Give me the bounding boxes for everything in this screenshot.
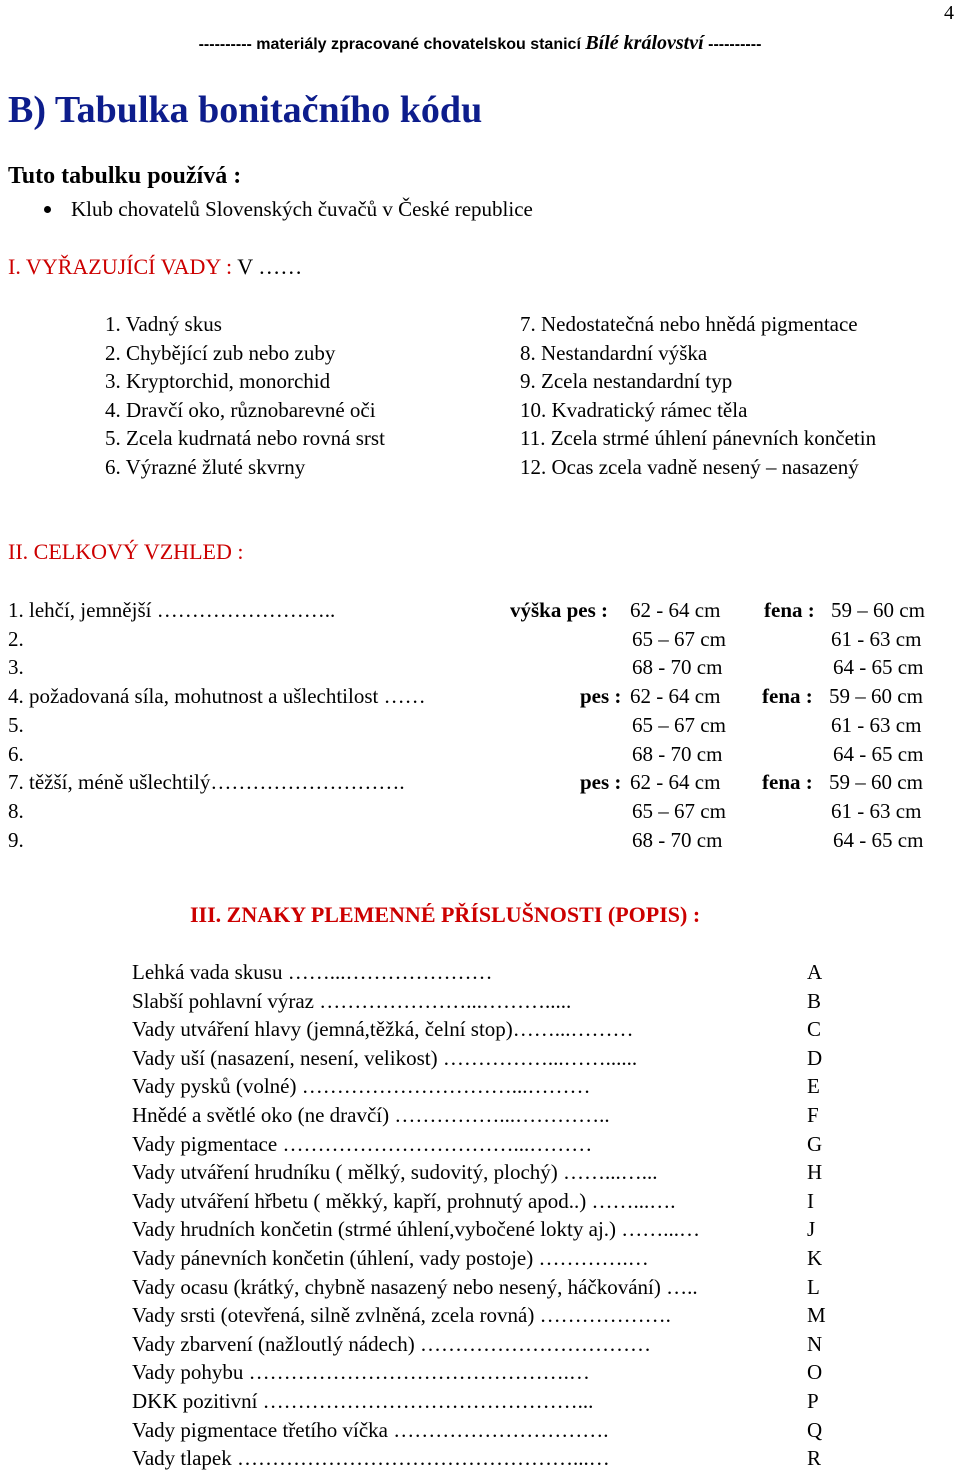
fena-label: fena : [762, 770, 813, 795]
trait-description: Vady utváření hrudníku ( mělký, sudovitý, plochý) ……...…... [132, 1160, 658, 1185]
section1-left-list [105, 310, 385, 482]
section2-heading: II. CELKOVÝ VZHLED : [8, 539, 244, 564]
trait-code: H [807, 1160, 823, 1185]
pes-label: výška pes : [510, 598, 609, 622]
trait-description: Vady uší (nasazení, nesení, velikost) ……………...……...... [132, 1045, 638, 1070]
section1-heading [8, 254, 302, 280]
trait-code: L [807, 1274, 820, 1299]
trait-code: C [807, 1017, 822, 1042]
pes-height: 62 - 64 cm [630, 684, 721, 709]
trait-code: O [807, 1360, 823, 1385]
list-item: 11. Zcela strmé úhlení pánevních končetin [520, 426, 877, 451]
list-item: 1. Vadný skus [105, 312, 222, 336]
used-by-item [44, 197, 533, 222]
list-item: 8. Nestandardní výška [520, 340, 708, 365]
fena-height: 61 - 63 cm [831, 712, 922, 737]
fena-height: 61 - 63 cm [831, 626, 922, 651]
section2-labels [8, 596, 426, 854]
trait-description: Lehká vada skusu ……...………………… [132, 960, 493, 984]
trait-description: Vady utváření hlavy (jemná,těžká, čelní stop)……...……… [132, 1017, 634, 1042]
section3-codes [807, 958, 826, 1473]
list-item: 4. Dravčí oko, různobarevné oči [105, 397, 376, 422]
size-row-label: 6. [8, 741, 24, 766]
size-row-label: 8. [8, 798, 24, 823]
fena-height: 64 - 65 cm [833, 655, 924, 680]
trait-code: B [807, 988, 822, 1013]
pes-height: 68 - 70 cm [632, 827, 723, 852]
list-item: 5. Zcela kudrnatá nebo rovná srst [105, 426, 385, 451]
header-suffix: ---------- [703, 36, 762, 53]
fena-height: 59 – 60 cm [829, 770, 923, 795]
subtitle: Tuto tabulku používá : [8, 163, 242, 189]
size-row-label: 5. [8, 712, 24, 737]
pes-label: pes : [580, 770, 622, 795]
trait-code: P [807, 1388, 819, 1413]
bullet-icon [44, 206, 51, 213]
used-by-text: Klub chovatelů Slovenských čuvačů v České republice [71, 197, 533, 221]
trait-code: G [807, 1131, 823, 1156]
trait-code: A [807, 960, 823, 984]
trait-description: Vady ocasu (krátký, chybně nasazený nebo nesený, háčkování) ….. [132, 1274, 698, 1299]
fena-height: 64 - 65 cm [833, 827, 924, 852]
size-row-label: 1. lehčí, jemnější …………………….. [8, 598, 336, 622]
trait-description: Vady utváření hřbetu ( měkký, kapří, prohnutý apod..) ……...…. [132, 1188, 676, 1213]
size-row-label: 3. [8, 655, 24, 680]
trait-code: M [807, 1303, 826, 1328]
pes-height: 65 – 67 cm [632, 798, 726, 823]
trait-code: I [807, 1188, 814, 1213]
list-item: 2. Chybějící zub nebo zuby [105, 340, 336, 365]
trait-description: Vady hrudních končetin (strmé úhlení,vybočené lokty aj.) ……...… [132, 1217, 701, 1242]
trait-description: Slabší pohlavní výraz …………………...………..... [132, 988, 572, 1013]
pes-height: 62 - 64 cm [630, 770, 721, 795]
trait-code: R [807, 1446, 822, 1471]
list-item: 7. Nedostatečná nebo hnědá pigmentace [520, 312, 858, 336]
list-item: 3. Kryptorchid, monorchid [105, 369, 331, 394]
fena-label: fena : [762, 684, 813, 709]
fena-height: 59 – 60 cm [829, 684, 923, 709]
pes-height: 65 – 67 cm [632, 712, 726, 737]
list-item: 9. Zcela nestandardní typ [520, 369, 733, 394]
trait-description: DKK pozitivní ………………………………………... [132, 1388, 594, 1413]
pes-height: 68 - 70 cm [632, 655, 723, 680]
trait-description: Vady pigmentace ……………………………...……… [132, 1131, 593, 1156]
section1-title: I. VYŘAZUJÍCÍ VADY : [8, 254, 233, 279]
trait-code: N [807, 1331, 823, 1356]
pes-height: 65 – 67 cm [632, 626, 726, 651]
pes-label: pes : [580, 684, 622, 709]
fena-height: 64 - 65 cm [833, 741, 924, 766]
list-item: 6. Výrazné žluté skvrny [105, 454, 306, 479]
section1-right-list [520, 310, 876, 482]
document-title: B) Tabulka bonitačního kódu [8, 89, 483, 131]
trait-code: J [807, 1217, 816, 1242]
trait-code: F [807, 1102, 819, 1127]
list-item: 12. Ocas zcela vadně nesený – nasazený [520, 454, 859, 479]
size-row-label: 7. těžší, méně ušlechtilý………………………. [8, 770, 405, 795]
page-number: 4 [944, 2, 954, 24]
size-row-label: 2. [8, 626, 24, 651]
trait-description: Vady pysků (volné) …………………………...……… [132, 1074, 591, 1099]
trait-description: Hnědé a světlé oko (ne dravčí) ……………...………….. [132, 1102, 610, 1127]
header-prefix: ---------- materiály zpracované chovatelskou stanicí [198, 36, 586, 53]
header-station-name: Bílé království [585, 32, 704, 54]
trait-description: Vady tlapek …………………………………………...… [132, 1446, 610, 1471]
trait-code: K [807, 1245, 823, 1270]
trait-description: Vady pánevních končetin (úhlení, vady postoje) ………….… [132, 1245, 649, 1270]
trait-description: Vady pohybu ……………………………………….… [132, 1360, 590, 1385]
fena-height: 61 - 63 cm [831, 798, 922, 823]
pes-height: 68 - 70 cm [632, 741, 723, 766]
trait-description: Vady zbarvení (nažloutlý nádech) …………………………… [132, 1331, 652, 1356]
trait-code: E [807, 1074, 820, 1099]
list-item: 10. Kvadratický rámec těla [520, 397, 748, 422]
trait-description: Vady pigmentace třetího víčka …………………………. [132, 1417, 609, 1442]
fena-label: fena : [764, 598, 815, 622]
section3-heading: III. ZNAKY PLEMENNÉ PŘÍSLUŠNOSTI (POPIS) : [190, 902, 701, 927]
page-header [0, 32, 960, 55]
fena-height: 59 – 60 cm [831, 598, 925, 622]
trait-description: Vady srsti (otevřená, silně zvlněná, zcela rovná) ………………. [132, 1303, 671, 1328]
section1-code: V …… [237, 254, 303, 279]
size-row-label: 9. [8, 827, 24, 852]
pes-height: 62 - 64 cm [630, 598, 721, 622]
trait-code: D [807, 1045, 823, 1070]
size-row-label: 4. požadovaná síla, mohutnost a ušlechtilost …… [8, 684, 426, 709]
section3-descriptions [132, 958, 700, 1473]
trait-code: Q [807, 1417, 823, 1442]
